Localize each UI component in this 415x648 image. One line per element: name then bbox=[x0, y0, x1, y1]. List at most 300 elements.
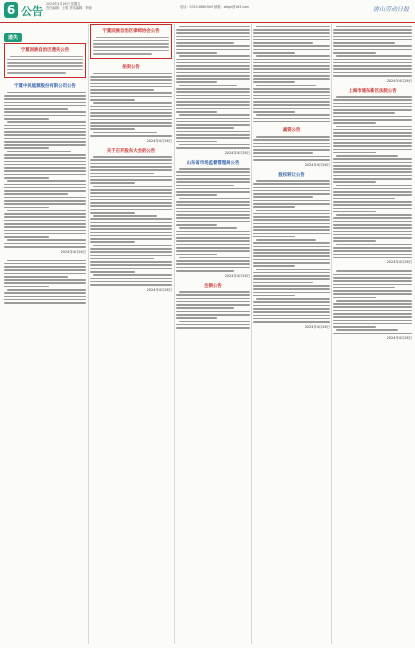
body-text-line bbox=[333, 227, 412, 229]
body-text-line bbox=[253, 91, 330, 93]
body-text-line bbox=[4, 115, 86, 117]
body-text-line bbox=[4, 184, 86, 186]
body-text-line bbox=[253, 49, 330, 51]
body-text-line bbox=[176, 254, 217, 256]
body-text-line bbox=[93, 132, 157, 134]
notice bbox=[90, 24, 172, 59]
body-text-line bbox=[333, 59, 412, 61]
body-text-line bbox=[333, 68, 412, 70]
body-text-line bbox=[333, 52, 376, 54]
body-text-line bbox=[176, 267, 250, 269]
notice bbox=[253, 128, 330, 166]
body-text-line bbox=[90, 271, 135, 273]
notice-date: 2024年4月26日 bbox=[386, 336, 412, 341]
body-text-line bbox=[90, 251, 172, 253]
body-text-line bbox=[253, 190, 330, 192]
body-text-line bbox=[179, 198, 250, 200]
body-text-line bbox=[176, 221, 250, 223]
body-text-line bbox=[90, 86, 172, 88]
body-text-line bbox=[333, 277, 412, 279]
notice bbox=[4, 84, 86, 253]
notice-title: 关于召开股东大会的公告 bbox=[106, 148, 156, 154]
body-text-line bbox=[4, 187, 86, 189]
notice-date: 2024年4月26日 bbox=[60, 249, 86, 254]
body-text-line bbox=[4, 233, 86, 235]
body-text-line bbox=[253, 308, 330, 310]
body-text-line bbox=[253, 292, 330, 294]
body-text-line bbox=[176, 65, 250, 67]
body-text-line bbox=[253, 213, 330, 215]
body-text-line bbox=[176, 175, 250, 177]
body-text-line bbox=[4, 154, 86, 156]
body-text-line bbox=[90, 79, 172, 81]
body-text-line bbox=[333, 39, 412, 41]
body-text-line bbox=[176, 247, 250, 249]
body-text-line bbox=[90, 112, 172, 114]
body-text-line bbox=[176, 62, 250, 64]
body-text-line bbox=[333, 109, 412, 111]
body-text-line bbox=[4, 269, 86, 271]
body-text-line bbox=[4, 220, 86, 222]
body-text-line bbox=[90, 235, 172, 237]
body-text-line bbox=[333, 181, 376, 183]
body-text-line bbox=[4, 226, 86, 228]
body-text-line bbox=[176, 95, 250, 97]
body-text-line bbox=[93, 50, 169, 52]
body-text-line bbox=[253, 229, 330, 231]
body-text-line bbox=[7, 72, 66, 74]
section-tag: 遗失 bbox=[4, 33, 22, 42]
body-text-line bbox=[333, 280, 412, 282]
body-text-line bbox=[90, 125, 172, 127]
masthead bbox=[0, 0, 415, 23]
body-text-line bbox=[253, 183, 330, 185]
body-text-line bbox=[176, 214, 250, 216]
body-text-line bbox=[336, 244, 412, 246]
body-text-line bbox=[253, 295, 295, 297]
body-text-line bbox=[333, 175, 412, 177]
body-text-line bbox=[7, 65, 83, 67]
body-text-line bbox=[4, 167, 86, 169]
body-text-line bbox=[253, 246, 330, 248]
body-text-line bbox=[333, 326, 376, 328]
body-text-line bbox=[333, 106, 412, 108]
body-text-line bbox=[176, 294, 250, 296]
body-text-line bbox=[4, 223, 86, 225]
body-text-line bbox=[93, 40, 169, 42]
body-text-line bbox=[333, 254, 412, 256]
body-text-line bbox=[4, 170, 86, 172]
body-text-line bbox=[253, 72, 330, 74]
section-name: 公告 bbox=[21, 5, 43, 18]
notice bbox=[176, 161, 250, 278]
body-text-line bbox=[253, 206, 295, 208]
body-text-line bbox=[176, 240, 250, 242]
notice-date: 2024年4月26日 bbox=[224, 273, 250, 278]
body-text-line bbox=[176, 104, 250, 106]
issue-date: 2024年4月26日 星期五 bbox=[46, 2, 81, 6]
body-text-line bbox=[333, 274, 412, 276]
body-text-line bbox=[333, 32, 412, 34]
body-text-line bbox=[4, 157, 86, 159]
body-text-line bbox=[7, 92, 86, 94]
body-text-line bbox=[176, 127, 234, 129]
body-text-line bbox=[90, 89, 154, 91]
body-text-line bbox=[176, 42, 234, 44]
body-text-line bbox=[4, 164, 86, 166]
body-text-line bbox=[253, 219, 330, 221]
body-text-line bbox=[253, 111, 295, 113]
body-text-line bbox=[253, 193, 330, 195]
body-text-line bbox=[253, 318, 330, 320]
body-text-line bbox=[7, 69, 83, 71]
body-text-line bbox=[90, 261, 172, 263]
body-text-line bbox=[253, 301, 330, 303]
body-text-line bbox=[176, 91, 250, 93]
body-text-line bbox=[176, 147, 250, 149]
body-text-line bbox=[4, 144, 86, 146]
body-text-line bbox=[90, 248, 172, 250]
body-text-line bbox=[333, 247, 412, 249]
body-text-line bbox=[253, 278, 330, 280]
body-text-line bbox=[4, 282, 86, 284]
column-divider bbox=[88, 24, 89, 644]
body-text-line bbox=[176, 52, 217, 54]
body-text-line bbox=[4, 207, 49, 209]
body-text-line bbox=[333, 116, 412, 118]
body-text-line bbox=[253, 259, 330, 261]
body-text-line bbox=[176, 217, 250, 219]
body-text-line bbox=[4, 279, 86, 281]
body-text-line bbox=[179, 144, 250, 146]
body-text-line bbox=[333, 310, 412, 312]
body-text-line bbox=[90, 278, 172, 280]
body-text-line bbox=[176, 194, 217, 196]
body-text-line bbox=[176, 231, 250, 233]
body-text-line bbox=[90, 182, 135, 184]
body-text-line bbox=[176, 75, 250, 77]
body-text-line bbox=[90, 119, 172, 121]
body-text-line bbox=[253, 226, 330, 228]
body-text-line bbox=[253, 200, 330, 202]
body-text-line bbox=[256, 180, 330, 182]
notice bbox=[176, 26, 250, 155]
body-text-line bbox=[176, 185, 234, 187]
body-text-line bbox=[333, 191, 412, 193]
body-text-line bbox=[176, 111, 217, 113]
body-text-line bbox=[176, 137, 250, 139]
body-text-line bbox=[93, 53, 152, 55]
notice-date: 2024年4月26日 bbox=[386, 260, 412, 265]
body-text-line bbox=[10, 56, 83, 58]
body-text-line bbox=[90, 284, 172, 286]
body-text-line bbox=[93, 102, 172, 104]
body-text-line bbox=[4, 197, 86, 199]
body-text-line bbox=[90, 163, 172, 165]
body-text-line bbox=[176, 121, 250, 123]
body-text-line bbox=[253, 311, 330, 313]
body-text-line bbox=[176, 317, 217, 319]
body-text-line bbox=[336, 126, 412, 128]
body-text-line bbox=[253, 149, 330, 151]
column-divider bbox=[251, 24, 252, 644]
body-text-line bbox=[176, 45, 250, 47]
body-text-line bbox=[96, 37, 169, 39]
body-text-line bbox=[176, 98, 250, 100]
body-text-line bbox=[4, 177, 49, 179]
body-text-line bbox=[176, 131, 250, 133]
body-text-line bbox=[176, 68, 250, 70]
column-divider bbox=[331, 24, 332, 644]
body-text-line bbox=[90, 202, 172, 204]
issue-meta bbox=[46, 2, 156, 10]
body-text-line bbox=[253, 252, 330, 254]
body-text-line bbox=[90, 205, 172, 207]
body-text-line bbox=[179, 26, 250, 28]
body-text-line bbox=[333, 306, 412, 308]
column-1 bbox=[4, 24, 86, 644]
body-text-line bbox=[4, 161, 86, 163]
column-5 bbox=[333, 24, 412, 644]
body-text-line bbox=[4, 286, 49, 288]
body-text-line bbox=[256, 269, 330, 271]
body-text-line bbox=[333, 168, 412, 170]
body-text-line bbox=[253, 275, 330, 277]
body-text-line bbox=[333, 284, 412, 286]
body-text-line bbox=[176, 32, 250, 34]
body-text-line bbox=[176, 49, 250, 51]
body-text-line bbox=[93, 186, 172, 188]
body-text-line bbox=[336, 270, 412, 272]
body-text-line bbox=[253, 75, 330, 77]
page-number: 6 bbox=[4, 2, 18, 18]
body-text-line bbox=[179, 55, 250, 57]
body-text-line bbox=[90, 199, 172, 201]
body-text-line bbox=[4, 299, 86, 301]
body-text-line bbox=[90, 268, 172, 270]
body-text-line bbox=[90, 225, 172, 227]
body-text-line bbox=[253, 143, 330, 145]
body-text-line bbox=[333, 211, 376, 213]
body-text-line bbox=[176, 244, 250, 246]
body-text-line bbox=[90, 122, 172, 124]
body-text-line bbox=[333, 250, 412, 252]
body-text-line bbox=[176, 88, 250, 90]
notice-title: 拍卖公告 bbox=[122, 65, 140, 71]
body-text-line bbox=[256, 114, 330, 116]
body-text-line bbox=[93, 215, 157, 217]
body-text-line bbox=[256, 136, 330, 138]
notice-date: 2024年4月26日 bbox=[304, 324, 330, 329]
body-text-line bbox=[176, 59, 250, 61]
body-text-line bbox=[4, 131, 86, 133]
notice bbox=[90, 65, 172, 142]
body-text-line bbox=[253, 65, 330, 67]
body-text-line bbox=[253, 42, 313, 44]
body-text-line bbox=[176, 201, 250, 203]
body-text-line bbox=[4, 105, 86, 107]
body-text-line bbox=[333, 103, 412, 105]
body-text-line bbox=[90, 192, 172, 194]
body-text-line bbox=[90, 238, 172, 240]
body-text-line bbox=[253, 52, 295, 54]
body-text-line bbox=[333, 29, 412, 31]
body-text-line bbox=[4, 236, 49, 238]
body-text-line bbox=[253, 95, 330, 97]
body-text-line bbox=[4, 128, 86, 130]
body-text-line bbox=[333, 290, 412, 292]
body-text-line bbox=[333, 162, 412, 164]
body-text-line bbox=[333, 237, 412, 239]
body-text-line bbox=[90, 159, 172, 161]
body-text-line bbox=[253, 196, 313, 198]
body-text-line bbox=[333, 152, 376, 154]
body-text-line bbox=[4, 174, 86, 176]
body-text-line bbox=[176, 224, 217, 226]
body-text-line bbox=[93, 43, 169, 45]
body-text-line bbox=[336, 185, 412, 187]
body-text-line bbox=[253, 101, 330, 103]
notice bbox=[176, 284, 250, 329]
body-text-line bbox=[179, 257, 250, 259]
body-text-line bbox=[333, 188, 412, 190]
body-text-line bbox=[333, 217, 412, 219]
body-text-line bbox=[90, 222, 172, 224]
body-text-line bbox=[253, 187, 330, 189]
body-text-line bbox=[4, 200, 86, 202]
body-text-line bbox=[253, 223, 330, 225]
body-text-line bbox=[90, 173, 154, 175]
body-text-line bbox=[176, 301, 250, 303]
body-text-line bbox=[179, 168, 250, 170]
notice-title: 宁夏回族自治区遗失公告 bbox=[20, 48, 70, 53]
body-text-line bbox=[333, 72, 412, 74]
body-text-line bbox=[333, 333, 412, 335]
body-text-line bbox=[333, 99, 412, 101]
body-text-line bbox=[90, 76, 172, 78]
body-text-line bbox=[4, 216, 86, 218]
body-text-line bbox=[333, 198, 395, 200]
body-text-line bbox=[256, 85, 316, 87]
body-text-line bbox=[4, 292, 86, 294]
body-text-line bbox=[90, 135, 172, 137]
column-4 bbox=[253, 24, 330, 644]
body-text-line bbox=[4, 276, 68, 278]
body-text-line bbox=[93, 46, 169, 48]
body-text-line bbox=[7, 260, 86, 262]
body-text-line bbox=[333, 323, 412, 325]
notice-title: 上海市浦东新区法院公告 bbox=[348, 88, 397, 94]
body-text-line bbox=[336, 155, 398, 157]
body-text-line bbox=[333, 171, 412, 173]
body-text-line bbox=[336, 26, 412, 28]
notice-date: 2024年4月26日 bbox=[146, 138, 172, 143]
body-text-line bbox=[179, 321, 250, 323]
notice bbox=[333, 270, 412, 340]
body-text-line bbox=[256, 55, 330, 57]
body-text-line bbox=[7, 151, 71, 153]
body-text-line bbox=[256, 26, 330, 28]
body-text-line bbox=[253, 265, 295, 267]
body-text-line bbox=[7, 180, 86, 182]
body-text-line bbox=[176, 141, 217, 143]
body-text-line bbox=[253, 78, 330, 80]
body-text-line bbox=[333, 231, 412, 233]
body-text-line bbox=[333, 293, 412, 295]
body-text-line bbox=[253, 81, 295, 83]
body-text-line bbox=[176, 188, 250, 190]
body-text-line bbox=[253, 45, 330, 47]
body-text-line bbox=[179, 114, 250, 116]
body-text-line bbox=[253, 121, 330, 123]
body-text-line bbox=[176, 237, 250, 239]
body-text-line bbox=[333, 234, 412, 236]
body-text-line bbox=[4, 98, 86, 100]
body-text-line bbox=[176, 72, 250, 74]
body-text-line bbox=[333, 257, 412, 259]
body-text-line bbox=[4, 111, 86, 113]
body-text-line bbox=[333, 316, 412, 318]
body-text-line bbox=[179, 227, 237, 229]
body-text-line bbox=[179, 291, 250, 293]
notice bbox=[333, 89, 412, 265]
body-text-line bbox=[253, 118, 330, 120]
notice-title: 山东省市场监督管理局公告 bbox=[186, 160, 240, 166]
body-text-line bbox=[256, 210, 330, 212]
body-text-line bbox=[253, 285, 330, 287]
body-text-line bbox=[333, 178, 412, 180]
body-text-line bbox=[253, 68, 330, 70]
body-text-line bbox=[90, 264, 172, 266]
body-text-line bbox=[4, 213, 86, 215]
body-text-line bbox=[253, 288, 330, 290]
body-text-line bbox=[253, 236, 295, 238]
body-text-line bbox=[90, 228, 172, 230]
body-text-line bbox=[4, 138, 86, 140]
body-text-line bbox=[93, 245, 172, 247]
body-text-line bbox=[256, 298, 330, 300]
body-text-line bbox=[253, 156, 330, 158]
body-text-line bbox=[176, 311, 250, 313]
body-text-line bbox=[333, 142, 412, 144]
body-text-line bbox=[333, 313, 412, 315]
body-text-line bbox=[90, 218, 172, 220]
body-text-line bbox=[176, 39, 250, 41]
body-text-line bbox=[4, 243, 86, 245]
body-text-line bbox=[90, 106, 172, 108]
body-text-line bbox=[253, 203, 330, 205]
body-text-line bbox=[90, 176, 172, 178]
notice bbox=[253, 173, 330, 329]
body-text-line bbox=[253, 262, 330, 264]
body-text-line bbox=[253, 152, 313, 154]
body-text-line bbox=[176, 134, 250, 136]
body-text-line bbox=[253, 255, 330, 257]
body-text-line bbox=[333, 129, 412, 131]
body-text-line bbox=[176, 191, 250, 193]
body-text-line bbox=[176, 29, 250, 31]
body-text-line bbox=[333, 49, 412, 51]
body-text-line bbox=[253, 146, 330, 148]
body-text-line bbox=[333, 204, 412, 206]
body-text-line bbox=[90, 92, 172, 94]
body-text-line bbox=[333, 297, 376, 299]
body-text-line bbox=[333, 165, 412, 167]
body-text-line bbox=[176, 260, 250, 262]
body-text-line bbox=[176, 124, 250, 126]
body-text-line bbox=[93, 73, 172, 75]
body-text-line bbox=[176, 36, 250, 38]
